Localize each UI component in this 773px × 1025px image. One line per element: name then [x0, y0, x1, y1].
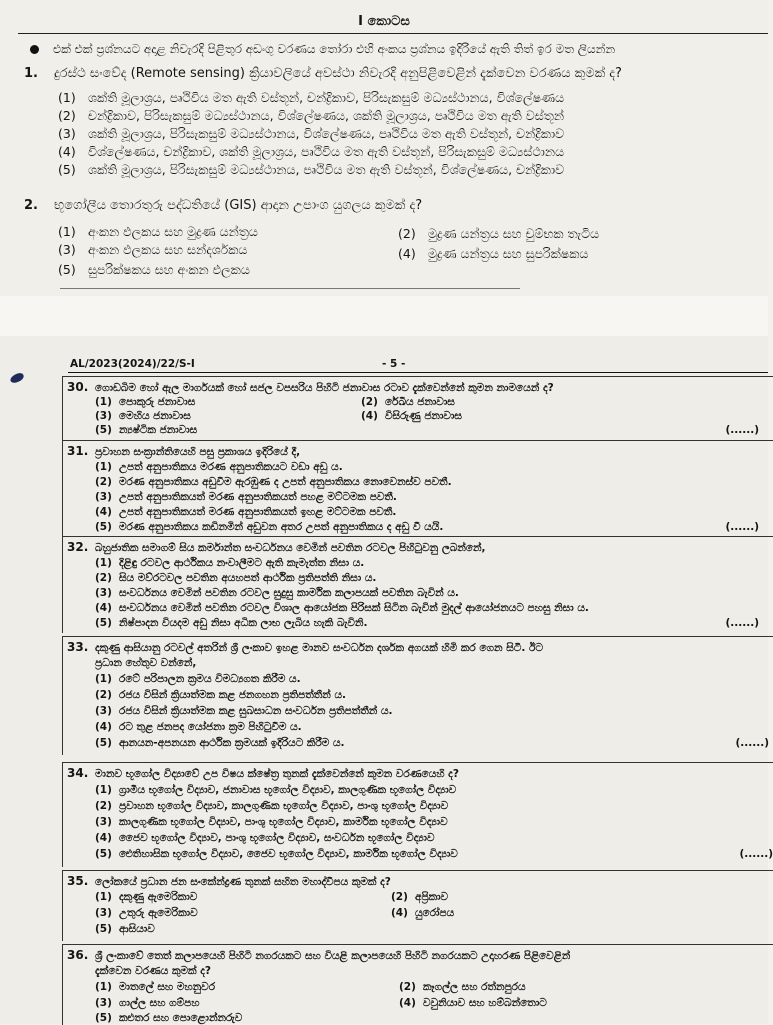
option-text: ඓතිහාසික භූගෝල විද්‍යාව, ජෛව භූගෝල විද්‍යාව, කාර්මික භූගෝල විද්‍යාව — [119, 848, 458, 860]
option-text: ශක්ති මූලාශ්‍රය, පෘථිවිය මත ඇති වස්තූන්, චන්ද්‍රිකාව, පිරිසැකසුම් මධ්‍යස්ථානය, විශ්ලේෂණය — [88, 90, 565, 105]
exam-page-questions-30-36 — [0, 336, 773, 1024]
question-text-line-1: දකුණු ආසියානු රටවල් අතරින් ශ්‍රී ලංකාව ඉහළ මානව සංවර්ධන දර්ශක අගයක් හිමි කර ගෙන සිටී. ඊට — [95, 642, 543, 654]
option-5 — [95, 1012, 242, 1025]
question-text: දුරස්ථ සංවේද (Remote sensing) ක්‍රියාවලියේ අවස්ථා නිවැරදි අනුපිළිවෙළින් දැක්වෙන වරණය කුමක් ද? — [54, 66, 622, 81]
option-text: විසිරුණු ජනාවාස — [385, 410, 462, 422]
option-5 — [95, 617, 367, 630]
question-number: 2. — [24, 198, 38, 213]
option-1 — [95, 557, 364, 570]
question-number: 34. — [67, 766, 89, 780]
answer-blank: (......) — [739, 848, 773, 860]
q1-option-1 — [58, 90, 564, 106]
option-text: මරණ අනුපාතිකය කඩිනමින් අඩුවන අතර උපත් අනුපාතිකය ද අඩු වී යයි. — [119, 521, 444, 533]
q2-option-4 — [398, 246, 588, 262]
question-text: බහුජාතික සමාගම් සිය කර්මාන්ත සංවර්ධනය වෙමින් පවතින රටවල පිහිටුවනු ලබන්නේ, — [95, 542, 486, 554]
option-number: (3) — [58, 242, 76, 257]
option-number: (4) — [361, 410, 378, 422]
option-text: ආසියාව — [119, 923, 155, 935]
option-1 — [95, 891, 197, 904]
option-text: ජෛව භූගෝල විද්‍යාව, පාංශු භූගෝල විද්‍යාව, සංවර්ධන භූගෝල විද්‍යාව — [119, 832, 435, 844]
question-33 — [62, 636, 773, 755]
option-3 — [95, 705, 393, 718]
option-text: උතුරු ඇමෙරිකාව — [119, 907, 198, 919]
option-number: (1) — [95, 784, 112, 796]
option-text: උපත් අනුපාතිකය මරණ අනුපාතිකයට වඩා අඩු ය. — [119, 461, 343, 473]
option-number: (5) — [95, 923, 112, 935]
option-text: ගාල්ල සහ ගම්පහ — [119, 997, 200, 1009]
option-4 — [95, 832, 435, 845]
option-4 — [95, 721, 302, 734]
answer-blank: (......) — [735, 737, 769, 749]
paper-code: AL/2023(2024)/22/S-I — [70, 358, 195, 370]
option-4 — [95, 602, 589, 615]
instruction-text: එක් එක් ප්‍රශ්නයට අදාළ නිවැරදි පිළිතුර අඩංගු වරණය තෝරා එහි අංකය ප්‍රශ්නය ඉදිරියේ ඇති තිත් ඉර මත ලියන්න — [53, 42, 616, 56]
answer-blank: (......) — [725, 424, 759, 436]
option-text: ශක්ති මූලාශ්‍රය, පිරිසැකසුම් මධ්‍යස්ථානය, විශ්ලේෂණය, පෘථිවිය මත ඇති වස්තූන්, චන්ද්‍රිකාව — [88, 126, 565, 141]
option-number: (2) — [58, 108, 76, 123]
option-3 — [95, 491, 397, 504]
option-text: මරණ අනුපාතිකය අඩුවීම ඇරඹුණ ද උපත් අනුපාතිකය නොවෙනස්ව පවතී. — [119, 476, 452, 488]
title-divider — [18, 33, 768, 34]
option-1 — [95, 461, 343, 474]
option-text: කළුතර සහ පොළොන්නරුව — [119, 1012, 243, 1024]
q2-option-3 — [58, 242, 247, 258]
header-divider — [68, 372, 768, 373]
option-2 — [391, 891, 448, 904]
option-5 — [95, 521, 443, 534]
q2-option-2 — [398, 226, 599, 242]
option-5 — [95, 737, 345, 750]
option-number: (1) — [95, 557, 112, 569]
option-number: (3) — [95, 491, 112, 503]
option-text: යුරෝපය — [415, 907, 455, 919]
option-number: (2) — [95, 572, 112, 584]
question-number: 33. — [67, 640, 89, 654]
option-number: (1) — [95, 891, 112, 903]
option-1 — [95, 396, 195, 409]
option-text: සුපරික්ෂකය සහ අංකන ඵලකය — [88, 262, 250, 277]
option-number: (2) — [398, 226, 416, 241]
option-number: (4) — [95, 506, 112, 518]
question-2 — [24, 198, 422, 213]
option-number: (5) — [58, 262, 76, 277]
option-text: උපත් අනුපාතිකයත් මරණ අනුපාතිකයත් පහළ මට්ටමක පවතී. — [119, 491, 397, 503]
question-number: 30. — [67, 380, 89, 394]
bullet-icon — [30, 45, 39, 54]
question-1 — [24, 66, 622, 81]
option-5 — [95, 424, 197, 437]
option-number: (1) — [58, 224, 76, 239]
option-text: රටේ පරිපාලන ක්‍රමය විමධ්‍යගත කිරීම ය. — [119, 673, 301, 685]
question-text-line-1: ශ්‍රී ලංකාවේ තෙත් කලාපයෙහි පිහිටි නගරයකට සහ වියළි කලාපයෙහි පිහිටි නගරයකට උදාහරණ පිළිවෙළින් — [95, 950, 571, 962]
option-4 — [391, 907, 454, 920]
option-number: (3) — [95, 816, 112, 828]
option-number: (4) — [95, 832, 112, 844]
option-number: (3) — [95, 705, 112, 717]
option-4 — [95, 506, 396, 519]
option-number: (4) — [391, 907, 408, 919]
option-4 — [361, 410, 462, 423]
option-text: මුද්‍රණ යන්ත්‍රය සහ චුම්භක තැටිය — [428, 226, 600, 241]
question-31 — [62, 440, 773, 537]
option-number: (3) — [95, 410, 112, 422]
option-number: (3) — [95, 587, 112, 599]
option-number: (4) — [95, 602, 112, 614]
option-text: අංකන ඵලකය සහ මුද්‍රණ යන්ත්‍රය — [88, 224, 258, 239]
option-text: දකුණු ඇමෙරිකාව — [119, 891, 198, 903]
question-text-line-2: ප්‍රධාන හේතුව වන්නේ, — [95, 657, 197, 669]
option-2 — [95, 800, 448, 813]
option-number: (4) — [58, 144, 76, 159]
option-number: (3) — [58, 126, 76, 141]
option-text: ශක්ති මූලාශ්‍රය, පිරිසැකසුම් මධ්‍යස්ථානය, පෘථිවිය මත ඇති වස්තූන්, විශ්ලේෂණය, චන්ද්‍රිකාව — [88, 162, 565, 177]
q1-option-3 — [58, 126, 564, 142]
option-text: මුද්‍රණ යන්ත්‍රය සහ සුපරික්ෂකය — [428, 246, 589, 261]
q1-option-4 — [58, 144, 564, 160]
option-2 — [95, 476, 452, 489]
option-text: සිය මව්රටවල පවතින අයහපත් ආර්ථික ප්‍රතිපත්ති නිසා ය. — [119, 572, 377, 584]
question-text: භූගෝලීය තොරතුරු පද්ධතියේ (GIS) ආදාන උපාංග යුගලය කුමක් ද? — [54, 198, 423, 213]
option-text: මාතලේ සහ මහනුවර — [119, 981, 216, 993]
question-number: 35. — [67, 874, 89, 888]
option-3 — [95, 410, 191, 423]
option-number: (4) — [398, 246, 416, 261]
question-34 — [62, 762, 773, 867]
q2-option-1 — [58, 224, 258, 240]
option-text: රේඛීය ජනාවාස — [385, 396, 455, 408]
option-number: (2) — [391, 891, 408, 903]
q2-option-5 — [58, 262, 250, 278]
option-3 — [95, 997, 200, 1010]
option-text: පොකුරු ජනාවාස — [119, 396, 196, 408]
instruction-line — [30, 42, 615, 57]
question-number: 36. — [67, 948, 89, 962]
option-text: දිළිඳු රටවල ආර්ථිකය නංවාලීමට ඇති කැමැත්ත නිසා ය. — [119, 557, 365, 569]
option-number: (4) — [95, 721, 112, 733]
option-1 — [95, 784, 456, 797]
option-text: වවුනියාව සහ හම්බන්තොට — [423, 997, 547, 1009]
option-number: (3) — [95, 997, 112, 1009]
option-text: නිෂ්පාදන වියදම අඩු නිසා අධික ලාභ ලැබිය හැකි බැවිනි. — [119, 617, 368, 629]
option-number: (5) — [58, 162, 76, 177]
question-number: 1. — [24, 66, 38, 81]
option-text: සංවර්ධනය වෙමින් පවතින රටවල සුදුසු කාර්මික කලාපයක් පවතින බැවින් ය. — [119, 587, 459, 599]
option-text: විශ්ලේෂණය, චන්ද්‍රිකාව, ශක්ති මූලාශ්‍රය, පෘථිවිය මත ඇති වස්තූන්, පිරිසැකසුම් මධ්‍යස්ථානය — [88, 144, 565, 159]
answer-blank: (......) — [725, 521, 759, 533]
option-2 — [95, 689, 346, 702]
option-text: කෑගල්ල සහ රත්නපුරය — [423, 981, 526, 993]
option-2 — [361, 396, 455, 409]
question-number: 31. — [67, 444, 89, 458]
option-number: (2) — [361, 396, 378, 408]
option-5 — [95, 923, 155, 936]
option-number: (3) — [95, 907, 112, 919]
blank-gap — [0, 296, 768, 336]
question-number: 32. — [67, 540, 89, 554]
option-number: (5) — [95, 521, 112, 533]
option-3 — [95, 907, 198, 920]
option-number: (1) — [58, 90, 76, 105]
question-text: ප්‍රවාහන සංක්‍රාන්තියෙහි පසු ප්‍රකාශය ඉදිරියේ දී, — [95, 446, 301, 458]
option-text: රජය විසින් ක්‍රියාත්මක කළ සුබසාධන සංවර්ධන ප්‍රතිපත්තීන් ය. — [119, 705, 393, 717]
option-number: (1) — [95, 461, 112, 473]
page-number: - 5 - — [382, 358, 406, 370]
option-number: (5) — [95, 617, 112, 629]
question-text: මානව භූගෝල විද්‍යාවේ උප විෂය ක්ෂේත්‍ර තුනක් දැක්වෙන්නේ කුමන වරණයෙහි ද? — [95, 768, 459, 780]
option-number: (2) — [95, 800, 112, 812]
option-number: (1) — [95, 396, 112, 408]
q1-option-5 — [58, 162, 564, 178]
q1-option-2 — [58, 108, 564, 124]
option-text: රට තුළ ජනපද යෝජනා ක්‍රම පිහිටුවීම ය. — [119, 721, 302, 733]
question-35 — [62, 870, 773, 941]
option-2 — [95, 572, 376, 585]
option-number: (1) — [95, 673, 112, 685]
question-text: ගොඩබිම හෝ ඇල මාර්ගයක් හෝ සජල වපසරිය පිහිටි ජනාවාස රටාව දැක්වෙන්නේ කුමන නාමයෙන් ද? — [95, 382, 554, 394]
option-text: මෙහිය ජනාවාස — [119, 410, 191, 422]
bottom-divider — [60, 288, 520, 289]
part-title: I කොටස — [358, 14, 410, 29]
option-number: (2) — [95, 689, 112, 701]
question-text: ලෝකයේ ප්‍රධාන ජන සංකේන්ද්‍රණ තුනක් සහිත මහාද්වීපය කුමක් ද? — [95, 876, 391, 888]
option-text: චන්ද්‍රිකාව, පිරිසැකසුම් මධ්‍යස්ථානය, විශ්ලේෂණය, ශක්ති මූලාශ්‍රය, පෘථිවිය මත ඇති වස්තූන් — [88, 108, 565, 123]
question-32 — [62, 536, 773, 633]
option-2 — [399, 981, 526, 994]
option-text: අංකන ඵලකය සහ සන්දර්ශකය — [88, 242, 248, 257]
question-text-line-2: දැක්වෙන වරණය කුමක් ද? — [95, 965, 211, 977]
option-text: ප්‍රවාහන භූගෝල විද්‍යාව, කාලගුණික භූගෝල විද්‍යාව, පාංශු භූගෝල විද්‍යාව — [119, 800, 449, 812]
option-5 — [95, 848, 458, 861]
option-3 — [95, 816, 448, 829]
option-number: (1) — [95, 981, 112, 993]
option-number: (2) — [95, 476, 112, 488]
option-text: ආනයන-අපනයන ආර්ථික ක්‍රමයක් ඉදිරියට කිරීම ය. — [119, 737, 345, 749]
option-text: ග්‍රාමීය භූගෝල විද්‍යාව, ජනාවාස භූගෝල විද්‍යාව, කාලගුණික භූගෝල විද්‍යාව — [119, 784, 457, 796]
option-text: අප්‍රිකාව — [415, 891, 449, 903]
option-1 — [95, 981, 215, 994]
option-text: කාලගුණික භූගෝල විද්‍යාව, පාංශු භූගෝල විද්‍යාව, කාර්මික භූගෝල විද්‍යාව — [119, 816, 448, 828]
option-number: (2) — [399, 981, 416, 993]
option-number: (5) — [95, 848, 112, 860]
option-number: (5) — [95, 737, 112, 749]
answer-blank: (......) — [725, 617, 759, 629]
exam-page-part-one — [0, 0, 768, 296]
option-text: රජය විසින් ක්‍රියාත්මක කළ ජනගහන ප්‍රතිපත්තීන් ය. — [119, 689, 347, 701]
option-number: (5) — [95, 424, 112, 436]
question-30 — [62, 376, 773, 441]
option-number: (4) — [399, 997, 416, 1009]
option-number: (5) — [95, 1012, 112, 1024]
ink-mark-icon — [9, 372, 25, 384]
option-1 — [95, 673, 301, 686]
question-36 — [62, 944, 773, 1025]
option-text: සංවර්ධනය වෙමින් පවතින රටවල විශාල ආයෝජක පිරිසක් සිටින බැවින් මුදල් ආයෝජනයට පහසු නිසා ය. — [119, 602, 589, 614]
option-3 — [95, 587, 459, 600]
option-text: න්‍යෂ්ටික ජනාවාස — [119, 424, 198, 436]
option-text: උපත් අනුපාතිකයත් මරණ අනුපාතිකයත් ඉහළ මට්ටමක පවතී. — [119, 506, 397, 518]
option-4 — [399, 997, 547, 1010]
